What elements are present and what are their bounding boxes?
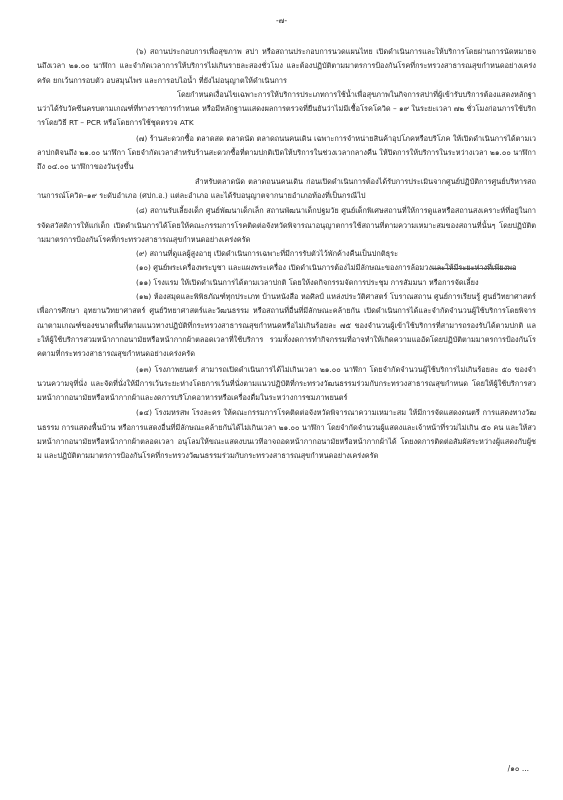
item-7-detail-paragraph: สำหรับตลาดนัด ตลาดถนนคนเดิน ก่อนเปิดดำเนินการต้องได้รับการประเมินจากศูนย์ปฏิบัติการศูนย์บริหารสถานการณ์โควิด–๑๙ ระดับอำเภอ (ศปก.อ.) แต่ละอำเภอ และได้รับอนุญาตจากนายอำเภอท้องที่เป็นกรณีไป — [37, 176, 536, 200]
page-number: -๗- — [275, 16, 288, 25]
continued-marker: /๑๐ ... — [507, 764, 529, 773]
item-10-lead: (๑๐) ศูนย์พระเครื่องพระบูชา และแผงพระเครื่อง เปิดดำเนินการต้องไม่มีลักษณะของการล้อมวง — [136, 263, 432, 273]
document-body — [37, 45, 536, 464]
item-14-paragraph: (๑๔) โรงมหรสพ โรงละคร ให้คณะกรรมการโรคติดต่อจังหวัดพิจารณาความเหมาะสม ให้มีการจัดแสดงดนตรี การแสดงทางวัฒนธรรม การแสดงพื้นบ้าน หรือการแสดงอื่นที่มีลักษณะคล้ายกันได้ไม่เกินเวลา ๒๑.๐๐ นาฬิกา โดยจำกัดจำนวนผู้แสดงและเจ้าหน้าที่รวมไม่เกิน ๕๐ คน และให้สวมหน้ากากอนามัยหรือหน้ากากผ้าตลอดเวลา อนุโลมให้ขณะแสดงบนเวทีอาจถอดหน้ากากอนามัยหรือหน้ากากผ้าได้ โดยงดการติดต่อสัมผัสระหว่างผู้แสดงกับผู้ชม และปฏิบัติตามมาตรการป้องกันโรคที่กระทรวงวัฒนธรรมร่วมกับกระทรวงสาธารณสุขกำหนดอย่างเคร่งครัด — [37, 408, 536, 461]
item-9-paragraph: (๙) สถานที่ดูแลผู้สูงอายุ เปิดดำเนินการเฉพาะที่มีการรับตัวไว้พักค้างคืนเป็นปกติธุระ — [136, 249, 399, 259]
item-6-detail-paragraph: โดยกำหนดเงื่อนไขเฉพาะการให้บริการประเภทการใช้น้ำเพื่อสุขภาพในกิจการสปาที่ผู้เข้ารับบริการต้องแสดงหลักฐานว่าได้รับวัคซีนครบตามเกณฑ์ที่ทางราชการกำหนด หรือมีหลักฐานแสดงผลการตรวจที่ยืนยันว่าไม่มีเชื้อโรคโควิด – ๑๙ ในระยะเวลา ๗๒ ชั่วโมงก่อนการใช้บริการโดยวิธี RT – PCR หรือโดยการใช้ชุดตรวจ ATK — [37, 89, 536, 128]
item-8-paragraph: (๘) สถานรับเลี้ยงเด็ก ศูนย์พัฒนาเด็กเล็ก สถานพัฒนาเด็กปฐมวัย ศูนย์เด็กพิเศษสถานที่ให้การดูแลหรือสถานสงเคราะห์ที่อยู่ในการจัดสวัสดิการให้แก่เด็ก เปิดดำเนินการได้โดยให้คณะกรรมการโรคติดต่อจังหวัดพิจารณาอนุญาตการใช้สถานที่ตามความเหมาะสมของสถานที่นั้นๆ โดยปฏิบัติตามมาตรการป้องกันโรคที่กระทรวงสาธารณสุขกำหนดอย่างเคร่งครัด — [37, 206, 536, 244]
item-12-paragraph: (๑๒) ห้องสมุดและพิพิธภัณฑ์ทุกประเภท บ้านหนังสือ หอศิลป์ แหล่งประวัติศาสตร์ โบราณสถาน ศูนย์การเรียนรู้ ศูนย์วิทยาศาสตร์เพื่อการศึกษา อุทยานวิทยาศาสตร์ ศูนย์วิทยาศาสตร์และวัฒนธรรม หรือสถานที่อื่นที่มีลักษณะคล้ายกัน เปิดดำเนินการได้และจำกัดจำนวนผู้ใช้บริการโดยพิจารณาตามเกณฑ์ของขนาดพื้นที่ตามแนวทางปฏิบัติที่กระทรวงสาธารณสุขกำหนดหรือไม่เกินร้อยละ ๗๕ ของจำนวนผู้เข้าใช้บริการที่สามารถรองรับได้ตามปกติ และให้ผู้ใช้บริการสวมหน้ากากอนามัยหรือหน้ากากผ้าตลอดเวลาที่ใช้บริการ รวมทั้งงดการทำกิจกรรมที่อาจทำให้เกิดความแออัดโดยปฏิบัติตามมาตรการป้องกันโรคตามที่กระทรวงสาธารณสุขกำหนดอย่างเคร่งครัด — [37, 292, 536, 359]
item-7-paragraph: (๗) ร้านสะดวกซื้อ ตลาดสด ตลาดนัด ตลาดถนนคนเดิน เฉพาะการจำหน่ายสินค้าอุปโภคหรือบริโภค ให้เปิดดำเนินการได้ตามเวลาปกติจนถึง ๒๑.๐๐ นาฬิกา โดยจำกัดเวลาสำหรับร้านสะดวกซื้อที่ตามปกติเปิดให้บริการในช่วงเวลากลางคืน ให้ปิดการให้บริการในระหว่างเวลา ๒๑.๐๐ นาฬิกา ถึง ๐๔.๐๐ นาฬิกาของวันรุ่งขึ้น — [37, 133, 536, 172]
item-11-paragraph: (๑๑) โรงแรม ให้เปิดดำเนินการได้ตามเวลาปกติ โดยให้งดกิจกรรมจัดการประชุม การสัมมนา หรือการจัดเลี้ยง — [136, 277, 479, 287]
item-10-struck-text: และให้มีระยะห่างที่เพียงพอ — [431, 263, 517, 273]
item-13-paragraph: (๑๓) โรงภาพยนตร์ สามารถเปิดดำเนินการได้ไม่เกินเวลา ๒๑.๐๐ นาฬิกา โดยจำกัดจำนวนผู้ใช้บริการไม่เกินร้อยละ ๕๐ ของจำนวนความจุที่นั่ง และจัดที่นั่งให้มีการเว้นระยะห่างโดยการเว้นที่นั่งตามแนวปฏิบัติที่กระทรวงวัฒนธรรมร่วมกับกระทรวงสาธารณสุขกำหนด โดยให้ผู้ใช้บริการสวมหน้ากากอนามัยหรือหน้ากากผ้าและงดการบริโภคอาหารหรือเครื่องดื่มในระหว่างการชมภาพยนตร์ — [37, 364, 536, 403]
item-10-paragraph — [37, 261, 536, 275]
item-6-paragraph: (๖) สถานประกอบการเพื่อสุขภาพ สปา หรือสถานประกอบการนวดแผนไทย เปิดดำเนินการและให้บริการโดยผ่านการนัดหมายจนถึงเวลา ๒๑.๐๐ นาฬิกา และจำกัดเวลาการให้บริการไม่เกินรายละสองชั่วโมง และต้องปฏิบัติตามมาตรการป้องกันโรคที่กระทรวงสาธารณสุขกำหนดอย่างเคร่งครัด ยกเว้นการอบตัว อบสมุนไพร และการอบไอน้ำ ที่ยังไม่อนุญาตให้ดำเนินการ — [37, 47, 536, 85]
